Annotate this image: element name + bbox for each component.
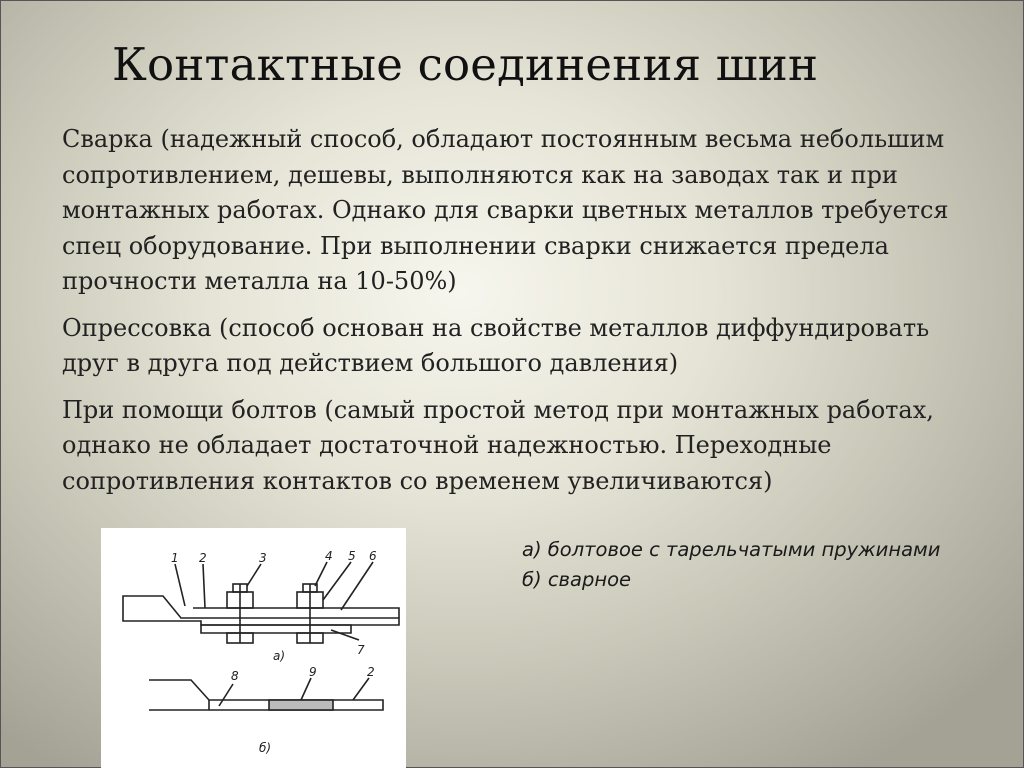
label-9: 9 <box>309 665 317 679</box>
label-4: 4 <box>325 549 333 563</box>
busbar-2-outline <box>193 608 399 618</box>
label-5: 5 <box>348 549 356 563</box>
slide-title: Контактные соединения шин <box>112 38 819 91</box>
paragraph-welding: Сварка (надежный способ, обладают постоянным весьма небольшим сопротивлением, дешевы, выполняются как на заводах так и при монтажных работах. Однако для сварки цветных металлов требуется спец оборудование. При выполнении сварки снижается предела прочности металла на 10-50%) <box>62 125 949 295</box>
caption-b: б) сварное <box>522 568 632 591</box>
paragraph-pressing: Опрессовка (способ основан на свойстве металлов диффундировать друг в друга под действием большого давления) <box>62 313 930 377</box>
lower-plate-outline <box>201 625 351 633</box>
paragraph-bolts: При помощи болтов (самый простой метод при монтажных работах, однако не обладает достаточной надежностью. Переходные сопротивления контактов со временем увеличиваются) <box>62 395 934 495</box>
figure-captions <box>522 535 940 595</box>
label-6: 6 <box>369 549 377 563</box>
busbar-joint-drawing <box>101 528 406 768</box>
caption-a: а) болтовое с тарельчатыми пружинами <box>522 538 941 561</box>
label-2-bottom: 2 <box>367 665 375 679</box>
label-3: 3 <box>259 551 267 565</box>
label-b: б) <box>259 741 272 755</box>
label-7: 7 <box>357 643 365 657</box>
label-2: 2 <box>199 551 207 565</box>
label-8: 8 <box>231 669 239 683</box>
welded-busbar-outline <box>149 680 383 710</box>
label-1: 1 <box>171 551 179 565</box>
slide-body <box>62 122 962 510</box>
busbar-joint-diagram <box>101 528 406 768</box>
weld-seam <box>269 700 333 710</box>
busbar-1-outline <box>123 596 399 625</box>
label-a: а) <box>273 649 286 663</box>
